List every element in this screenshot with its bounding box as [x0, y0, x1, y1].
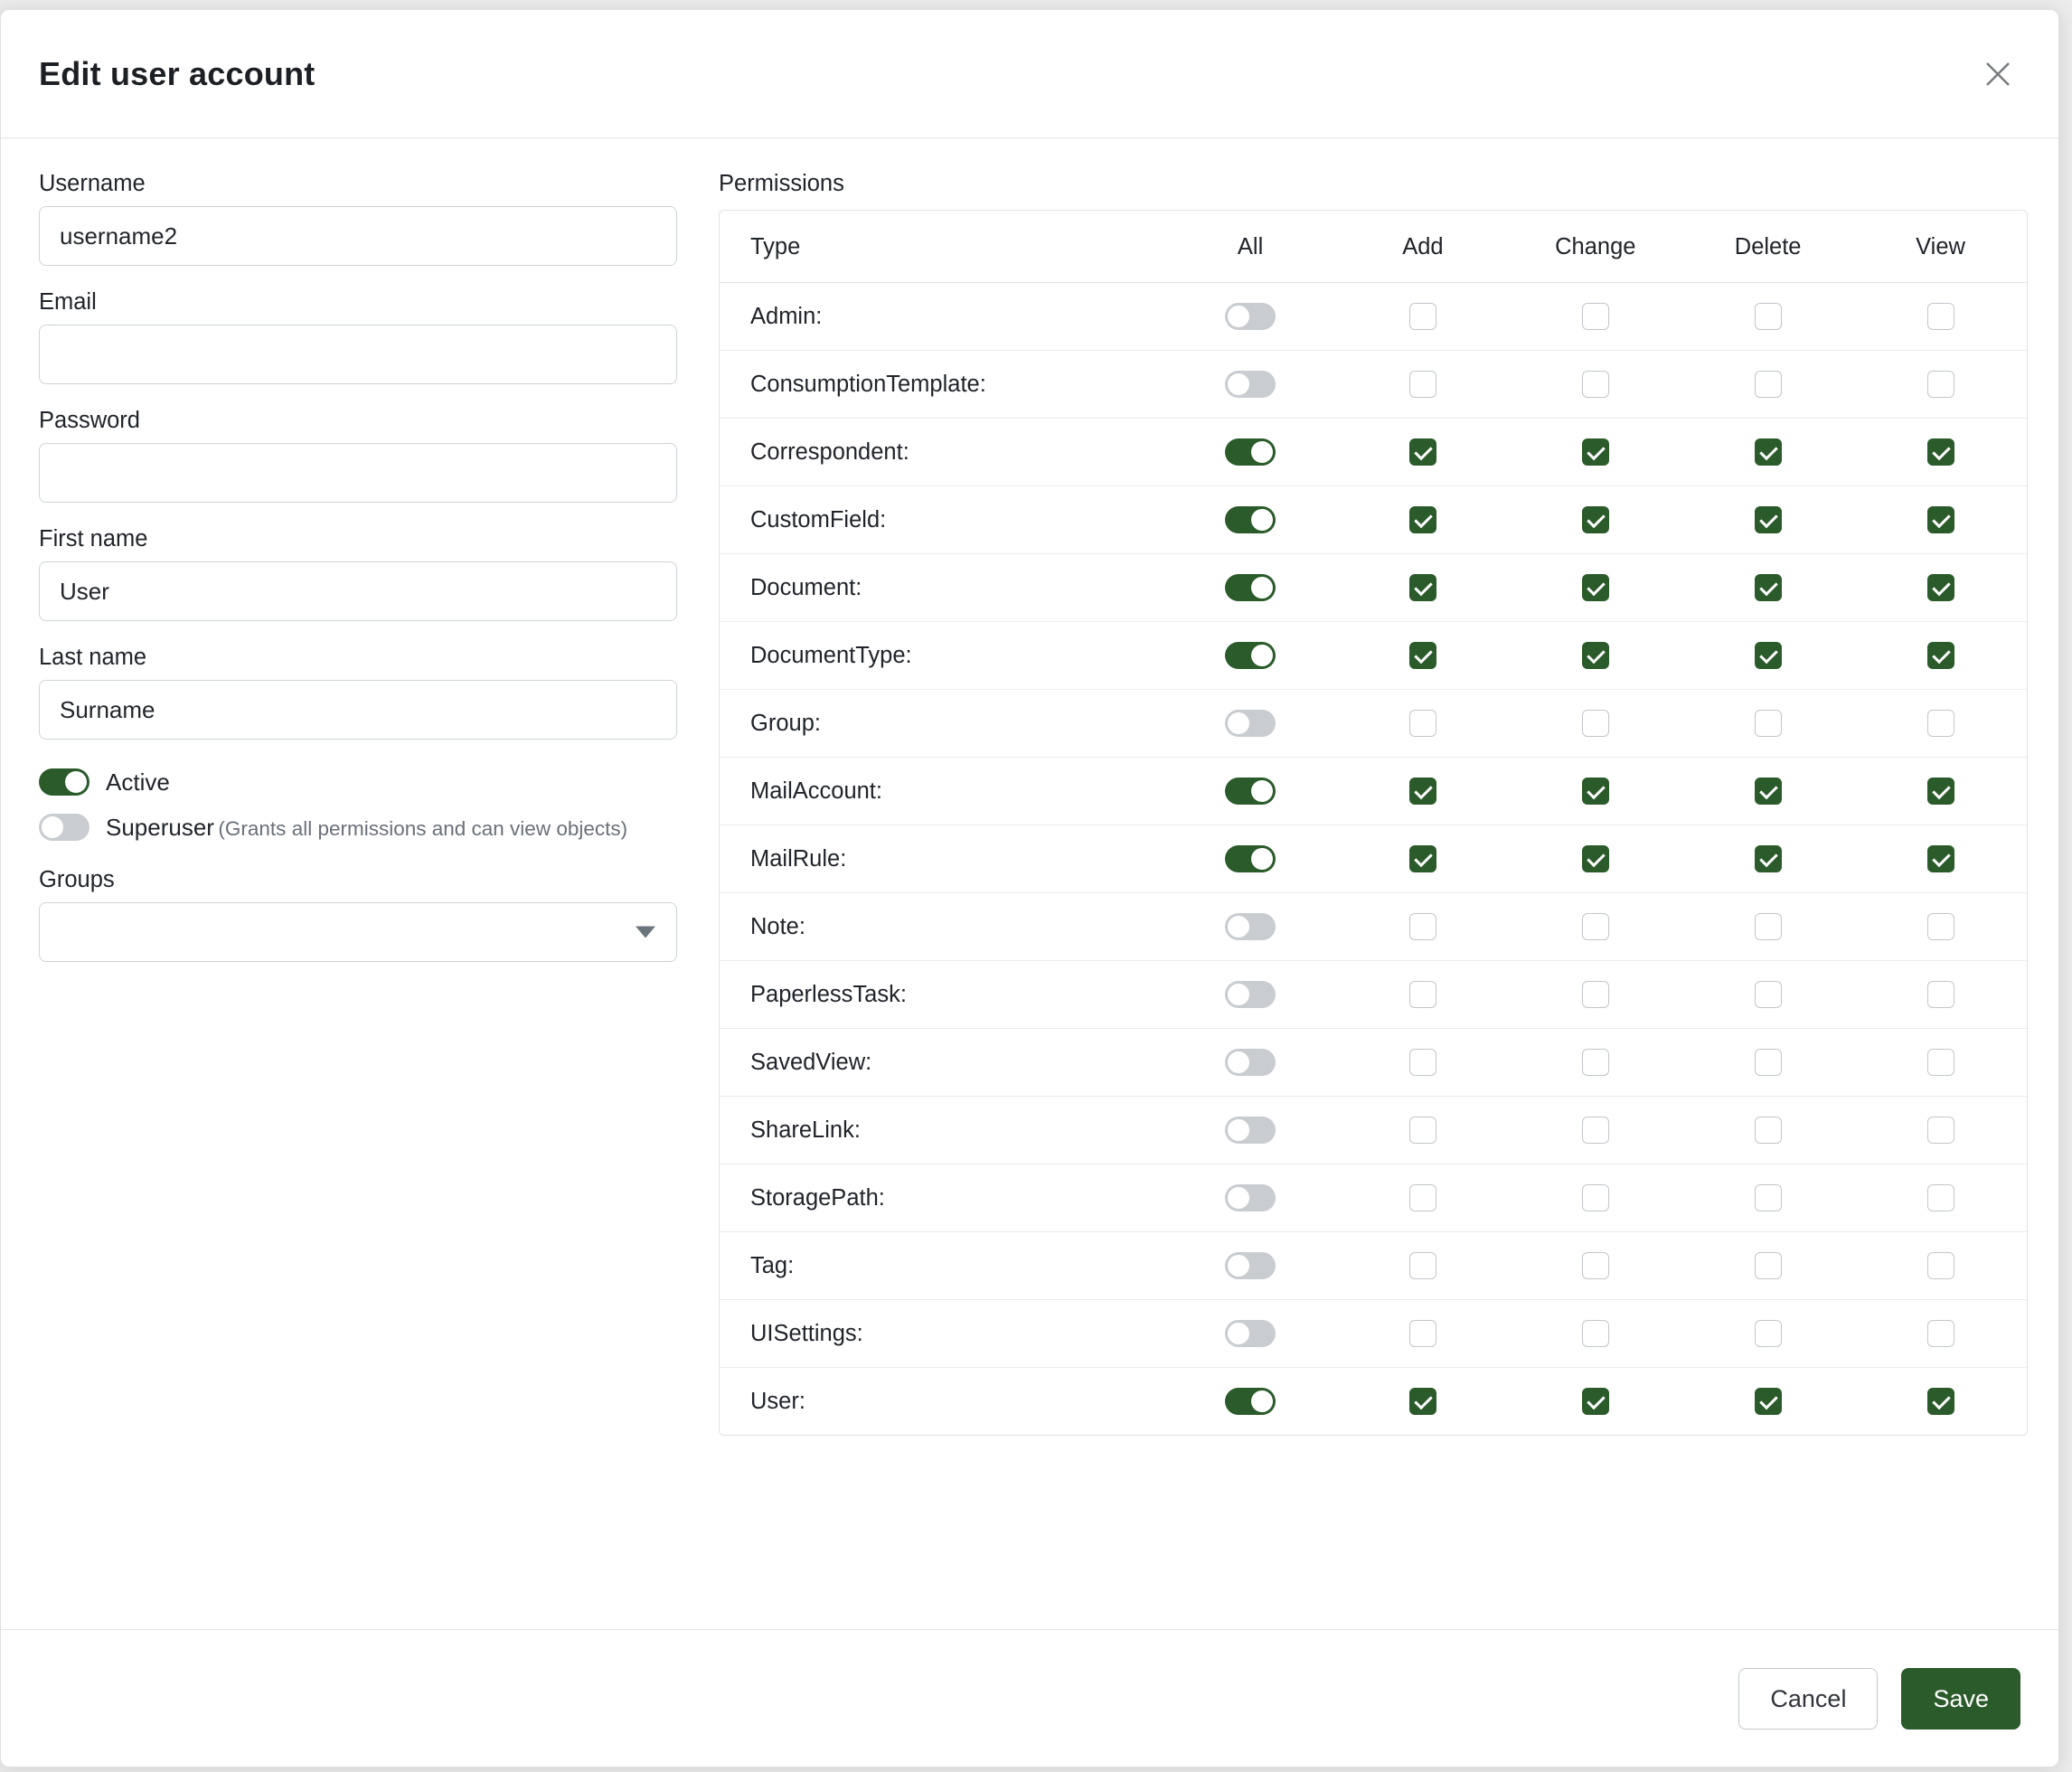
permission-view-checkbox-cell	[1854, 1097, 2027, 1164]
permission-delete-checkbox[interactable]	[1755, 1252, 1782, 1279]
permission-change-checkbox[interactable]	[1582, 438, 1609, 466]
permission-view-checkbox[interactable]	[1927, 642, 1954, 669]
permission-all-cell	[1164, 351, 1337, 419]
table-row	[720, 283, 2027, 351]
permission-view-checkbox[interactable]	[1927, 710, 1954, 737]
permission-view-checkbox-cell	[1854, 961, 2027, 1029]
permission-view-checkbox-cell	[1854, 419, 2027, 486]
permission-view-checkbox[interactable]	[1927, 1117, 1954, 1144]
email-field-group	[39, 289, 677, 384]
permission-change-checkbox[interactable]	[1582, 710, 1609, 737]
active-label: Active	[106, 768, 170, 796]
table-row	[720, 893, 2027, 961]
column-header-type: Type	[720, 211, 1164, 283]
permission-add-checkbox[interactable]	[1409, 303, 1436, 330]
permission-change-checkbox-cell	[1509, 1029, 1681, 1097]
permission-add-checkbox-cell	[1337, 1368, 1510, 1436]
permission-view-checkbox-cell	[1854, 893, 2027, 961]
permission-change-checkbox-cell	[1509, 825, 1681, 893]
permission-change-checkbox[interactable]	[1582, 1184, 1609, 1211]
permission-delete-checkbox[interactable]	[1755, 574, 1782, 601]
edit-user-account-dialog	[0, 9, 2059, 1767]
permission-delete-checkbox[interactable]	[1755, 506, 1782, 533]
email-label: Email	[39, 289, 97, 315]
permissions-body	[720, 283, 2027, 1436]
permission-add-checkbox-cell	[1337, 1164, 1510, 1232]
permission-delete-checkbox[interactable]	[1755, 371, 1782, 398]
permission-all-toggle[interactable]	[1225, 438, 1276, 466]
permission-add-checkbox[interactable]	[1409, 574, 1436, 601]
permission-all-toggle[interactable]	[1225, 1320, 1276, 1347]
permission-delete-checkbox[interactable]	[1755, 303, 1782, 330]
table-row	[720, 419, 2027, 486]
table-row	[720, 961, 2027, 1029]
permission-delete-checkbox-cell	[1681, 622, 1854, 690]
active-toggle-row	[39, 763, 677, 801]
permission-view-checkbox-cell	[1854, 690, 2027, 758]
table-row	[720, 690, 2027, 758]
permission-add-checkbox[interactable]	[1409, 642, 1436, 669]
table-row	[720, 1164, 2027, 1232]
permission-delete-checkbox[interactable]	[1755, 913, 1782, 940]
permission-change-checkbox-cell	[1509, 758, 1681, 825]
permission-view-checkbox[interactable]	[1927, 574, 1954, 601]
permission-add-checkbox[interactable]	[1409, 1252, 1436, 1279]
permission-add-checkbox-cell	[1337, 1232, 1510, 1300]
permission-all-toggle[interactable]	[1225, 710, 1276, 737]
table-row	[720, 825, 2027, 893]
permission-delete-checkbox[interactable]	[1755, 778, 1782, 805]
permission-change-checkbox-cell	[1509, 419, 1681, 486]
permission-add-checkbox[interactable]	[1409, 778, 1436, 805]
active-toggle[interactable]	[39, 768, 89, 796]
last-name-label: Last name	[39, 645, 147, 670]
groups-label: Groups	[39, 867, 115, 892]
superuser-text	[106, 808, 627, 851]
permission-add-checkbox[interactable]	[1409, 981, 1436, 1008]
permission-delete-checkbox[interactable]	[1755, 1049, 1782, 1076]
permission-type-label: SavedView:	[720, 1029, 1164, 1097]
superuser-toggle[interactable]	[39, 814, 89, 841]
permission-change-checkbox[interactable]	[1582, 303, 1609, 330]
permission-all-cell	[1164, 622, 1337, 690]
permission-view-checkbox[interactable]	[1927, 506, 1954, 533]
permission-view-checkbox[interactable]	[1927, 1049, 1954, 1076]
permission-view-checkbox-cell	[1854, 1164, 2027, 1232]
permission-all-toggle[interactable]	[1225, 642, 1276, 669]
permission-view-checkbox[interactable]	[1927, 778, 1954, 805]
permission-add-checkbox[interactable]	[1409, 913, 1436, 940]
permission-type-label: Admin:	[720, 283, 1164, 351]
permission-view-checkbox-cell	[1854, 1029, 2027, 1097]
permission-delete-checkbox[interactable]	[1755, 710, 1782, 737]
chevron-down-icon	[636, 927, 655, 938]
permission-change-checkbox-cell	[1509, 622, 1681, 690]
permission-change-checkbox-cell	[1509, 351, 1681, 419]
permission-all-cell	[1164, 758, 1337, 825]
permission-change-checkbox-cell	[1509, 486, 1681, 554]
permission-delete-checkbox-cell	[1681, 893, 1854, 961]
permission-change-checkbox[interactable]	[1582, 913, 1609, 940]
permission-type-label: UISettings:	[720, 1300, 1164, 1368]
column-header-view: View	[1854, 211, 2027, 283]
permission-change-checkbox-cell	[1509, 1368, 1681, 1436]
table-row	[720, 486, 2027, 554]
permission-view-checkbox[interactable]	[1927, 1320, 1954, 1347]
permission-change-checkbox-cell	[1509, 283, 1681, 351]
permission-all-toggle[interactable]	[1225, 778, 1276, 805]
superuser-label: Superuser	[106, 814, 214, 841]
permission-view-checkbox[interactable]	[1927, 1184, 1954, 1211]
permission-all-toggle[interactable]	[1225, 1184, 1276, 1211]
permission-type-label: Group:	[720, 690, 1164, 758]
permission-change-checkbox-cell	[1509, 690, 1681, 758]
password-label: Password	[39, 408, 140, 433]
permission-all-cell	[1164, 1368, 1337, 1436]
permission-all-cell	[1164, 1029, 1337, 1097]
permission-all-cell	[1164, 1300, 1337, 1368]
permission-all-cell	[1164, 961, 1337, 1029]
permission-view-checkbox-cell	[1854, 825, 2027, 893]
permission-view-checkbox-cell	[1854, 1232, 2027, 1300]
permission-change-checkbox-cell	[1509, 1097, 1681, 1164]
permission-delete-checkbox-cell	[1681, 1232, 1854, 1300]
permission-change-checkbox[interactable]	[1582, 506, 1609, 533]
username-label: Username	[39, 171, 146, 196]
permission-change-checkbox[interactable]	[1582, 1252, 1609, 1279]
permission-all-toggle[interactable]	[1225, 1388, 1276, 1415]
column-header-all: All	[1164, 211, 1337, 283]
table-row	[720, 1029, 2027, 1097]
dialog-footer	[1, 1629, 2058, 1767]
last-name-input[interactable]	[39, 680, 677, 740]
permission-change-checkbox-cell	[1509, 1164, 1681, 1232]
permission-view-checkbox[interactable]	[1927, 913, 1954, 940]
permission-add-checkbox-cell	[1337, 961, 1510, 1029]
permission-change-checkbox[interactable]	[1582, 981, 1609, 1008]
table-row	[720, 1300, 2027, 1368]
permission-add-checkbox[interactable]	[1409, 710, 1436, 737]
permission-all-cell	[1164, 690, 1337, 758]
permission-delete-checkbox-cell	[1681, 1164, 1854, 1232]
superuser-toggle-row	[39, 808, 677, 851]
permission-delete-checkbox-cell	[1681, 825, 1854, 893]
table-row	[720, 351, 2027, 419]
column-header-add: Add	[1337, 211, 1510, 283]
permission-type-label: User:	[750, 1388, 805, 1414]
permission-view-checkbox[interactable]	[1927, 1252, 1954, 1279]
permissions-header-row	[720, 211, 2027, 283]
permission-all-toggle[interactable]	[1225, 371, 1276, 398]
permission-add-checkbox-cell	[1337, 758, 1510, 825]
permission-change-checkbox[interactable]	[1582, 642, 1609, 669]
permission-add-checkbox[interactable]	[1409, 845, 1436, 872]
permission-view-checkbox-cell	[1854, 622, 2027, 690]
column-header-delete: Delete	[1681, 211, 1854, 283]
permission-change-checkbox-cell	[1509, 1300, 1681, 1368]
cancel-button[interactable]: Cancel	[1738, 1668, 1878, 1730]
permission-delete-checkbox-cell	[1681, 1300, 1854, 1368]
permission-add-checkbox-cell	[1337, 419, 1510, 486]
permission-delete-checkbox-cell	[1681, 690, 1854, 758]
permission-view-checkbox[interactable]	[1927, 981, 1954, 1008]
permission-all-toggle[interactable]	[1225, 913, 1276, 940]
permission-view-checkbox[interactable]	[1927, 303, 1954, 330]
permission-type-label: Tag:	[720, 1232, 1164, 1300]
close-icon[interactable]	[1973, 50, 2022, 99]
permission-add-checkbox-cell	[1337, 283, 1510, 351]
permission-add-checkbox-cell	[1337, 554, 1510, 622]
first-name-field-group	[39, 526, 677, 621]
permission-add-checkbox-cell	[1337, 690, 1510, 758]
permission-change-checkbox[interactable]	[1582, 1320, 1609, 1347]
permissions-section	[719, 171, 2028, 1629]
permission-delete-checkbox-cell	[1681, 758, 1854, 825]
permission-delete-checkbox-cell	[1681, 486, 1854, 554]
permission-add-checkbox[interactable]	[1409, 506, 1436, 533]
permission-type-label: StoragePath:	[720, 1164, 1164, 1232]
first-name-input[interactable]	[39, 561, 677, 621]
permission-add-checkbox[interactable]	[1409, 438, 1436, 466]
permission-view-checkbox-cell	[1854, 1300, 2027, 1368]
permission-view-checkbox[interactable]	[1927, 371, 1954, 398]
password-field-group	[39, 408, 677, 503]
permission-change-checkbox[interactable]	[1582, 574, 1609, 601]
permission-add-checkbox-cell	[1337, 825, 1510, 893]
permissions-table	[719, 210, 2028, 1436]
permission-delete-checkbox[interactable]	[1755, 845, 1782, 872]
permission-type-label: DocumentType:	[720, 622, 1164, 690]
table-row	[720, 622, 2027, 690]
permission-add-checkbox-cell	[1337, 351, 1510, 419]
permission-add-checkbox[interactable]	[1409, 1320, 1436, 1347]
permission-delete-checkbox[interactable]	[1755, 1388, 1782, 1415]
permission-type-label: MailAccount:	[720, 758, 1164, 825]
permission-view-checkbox[interactable]	[1927, 1388, 1954, 1415]
dialog-body	[1, 138, 2058, 1629]
permission-type-label: Document:	[720, 554, 1164, 622]
permission-add-checkbox-cell	[1337, 1300, 1510, 1368]
permission-change-checkbox-cell	[1509, 961, 1681, 1029]
email-input[interactable]	[39, 325, 677, 384]
permission-all-toggle[interactable]	[1225, 1049, 1276, 1076]
table-row	[720, 1097, 2027, 1164]
permission-add-checkbox[interactable]	[1409, 1388, 1436, 1415]
permission-change-checkbox[interactable]	[1582, 845, 1609, 872]
permission-view-checkbox-cell	[1854, 554, 2027, 622]
permission-view-checkbox-cell	[1854, 758, 2027, 825]
permission-view-checkbox-cell	[1854, 1368, 2027, 1436]
permission-change-checkbox-cell	[1509, 554, 1681, 622]
permissions-title: Permissions	[719, 171, 844, 196]
permission-add-checkbox-cell	[1337, 1097, 1510, 1164]
permission-all-toggle[interactable]	[1225, 845, 1276, 872]
permission-type-label: ShareLink:	[720, 1097, 1164, 1164]
username-input[interactable]	[39, 206, 677, 266]
permission-change-checkbox[interactable]	[1582, 371, 1609, 398]
permission-all-cell	[1164, 825, 1337, 893]
last-name-field-group	[39, 645, 677, 740]
permission-change-checkbox[interactable]	[1582, 1117, 1609, 1144]
permission-delete-checkbox-cell	[1681, 351, 1854, 419]
permission-type-label: MailRule:	[720, 825, 1164, 893]
user-details-form	[39, 171, 677, 1629]
permission-delete-checkbox-cell	[1681, 554, 1854, 622]
permission-all-toggle[interactable]	[1225, 574, 1276, 601]
permission-add-checkbox[interactable]	[1409, 1117, 1436, 1144]
permission-all-toggle[interactable]	[1225, 981, 1276, 1008]
permission-delete-checkbox-cell	[1681, 961, 1854, 1029]
groups-select[interactable]	[39, 902, 677, 962]
permission-all-toggle[interactable]	[1225, 1252, 1276, 1279]
permission-all-cell	[1164, 1164, 1337, 1232]
table-row	[720, 758, 2027, 825]
permission-view-checkbox[interactable]	[1927, 845, 1954, 872]
permission-type-label: CustomField:	[720, 486, 1164, 554]
permission-add-checkbox[interactable]	[1409, 1184, 1436, 1211]
permission-all-cell	[1164, 419, 1337, 486]
permission-delete-checkbox-cell	[1681, 1029, 1854, 1097]
permission-add-checkbox[interactable]	[1409, 371, 1436, 398]
permission-change-checkbox[interactable]	[1582, 1388, 1609, 1415]
permission-change-checkbox-cell	[1509, 1232, 1681, 1300]
column-header-change: Change	[1509, 211, 1681, 283]
permission-view-checkbox-cell	[1854, 283, 2027, 351]
permission-all-cell	[1164, 283, 1337, 351]
permission-delete-checkbox[interactable]	[1755, 981, 1782, 1008]
permission-all-cell	[1164, 1097, 1337, 1164]
password-input[interactable]	[39, 443, 677, 503]
page-title: Edit user account	[39, 54, 316, 92]
permission-all-toggle[interactable]	[1225, 506, 1276, 533]
permission-add-checkbox-cell	[1337, 622, 1510, 690]
permission-add-checkbox[interactable]	[1409, 1049, 1436, 1076]
permission-all-toggle[interactable]	[1225, 1117, 1276, 1144]
permission-change-checkbox[interactable]	[1582, 778, 1609, 805]
username-field-group	[39, 171, 677, 266]
groups-select-wrap	[39, 902, 677, 962]
permission-type-label: ConsumptionTemplate:	[720, 351, 1164, 419]
groups-field-group	[39, 867, 677, 962]
permission-view-checkbox-cell	[1854, 351, 2027, 419]
superuser-hint: (Grants all permissions and can view objects)	[218, 817, 628, 840]
permission-all-toggle[interactable]	[1225, 303, 1276, 330]
permission-all-cell	[1164, 893, 1337, 961]
permission-delete-checkbox-cell	[1681, 419, 1854, 486]
permission-change-checkbox-cell	[1509, 893, 1681, 961]
permission-delete-checkbox-cell	[1681, 283, 1854, 351]
table-row	[720, 1368, 2027, 1436]
permission-type-label: Correspondent:	[720, 419, 1164, 486]
permission-delete-checkbox[interactable]	[1755, 1184, 1782, 1211]
permission-view-checkbox-cell	[1854, 486, 2027, 554]
permission-delete-checkbox[interactable]	[1755, 438, 1782, 466]
save-button[interactable]: Save	[1901, 1668, 2020, 1730]
dialog-header	[1, 10, 2058, 138]
permission-add-checkbox-cell	[1337, 486, 1510, 554]
table-row	[720, 1232, 2027, 1300]
permission-delete-checkbox[interactable]	[1755, 1320, 1782, 1347]
permission-all-cell	[1164, 1232, 1337, 1300]
permission-all-cell	[1164, 486, 1337, 554]
permission-type-label: PaperlessTask:	[720, 961, 1164, 1029]
permission-delete-checkbox-cell	[1681, 1368, 1854, 1436]
permission-add-checkbox-cell	[1337, 893, 1510, 961]
table-row	[720, 554, 2027, 622]
first-name-label: First name	[39, 526, 148, 551]
permission-change-checkbox[interactable]	[1582, 1049, 1609, 1076]
permission-delete-checkbox[interactable]	[1755, 1117, 1782, 1144]
permission-delete-checkbox-cell	[1681, 1097, 1854, 1164]
permission-type-label: Note:	[720, 893, 1164, 961]
permission-add-checkbox-cell	[1337, 1029, 1510, 1097]
permission-view-checkbox[interactable]	[1927, 438, 1954, 466]
permission-all-cell	[1164, 554, 1337, 622]
permission-delete-checkbox[interactable]	[1755, 642, 1782, 669]
